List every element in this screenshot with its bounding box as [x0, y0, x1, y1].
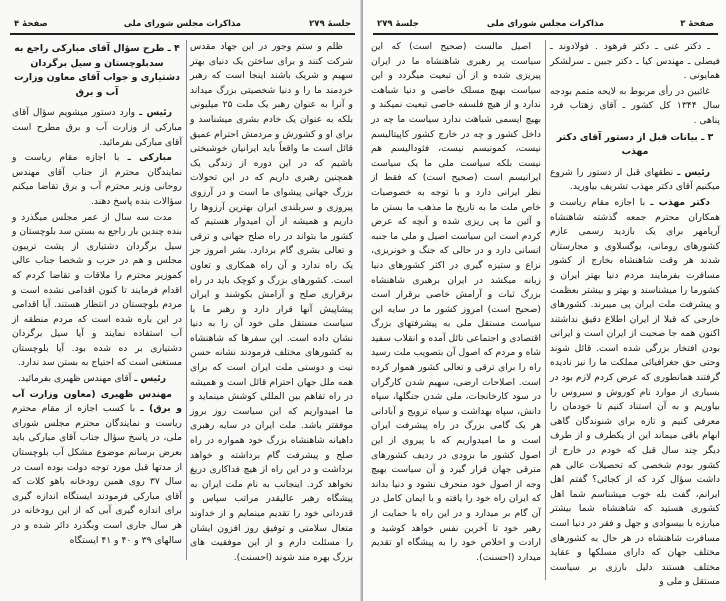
paragraph-text: آقای مهندس ظهیری بفرمائید. — [17, 373, 132, 385]
paragraph — [12, 372, 182, 387]
speaker: رئیس ـ — [139, 107, 173, 119]
running-title: مذاکرات مجلس شورای ملی — [486, 19, 605, 29]
paragraph — [12, 106, 182, 150]
column-left — [371, 40, 541, 592]
speaker: رئیس ـ — [677, 166, 710, 178]
running-title: مذاکرات مجلس شورای ملی — [123, 19, 242, 29]
page-number: صفحهٔ ۳ — [680, 19, 714, 29]
page-header — [373, 17, 718, 35]
paragraph-text: وارد دستور میشویم سؤال آقای مبارکی از وزارت آب و برق مطرح است آقای مبارکی بفرمائید. — [12, 107, 182, 148]
paragraph — [12, 151, 182, 209]
paragraph — [550, 166, 720, 195]
paragraph-text: با کسب اجازه از مقام محترم ریاست و نمایندگان محترم مجلس شورای ملی، در پاسخ سؤال جناب آقای مبارکی باید بعرض برسانم موضوع مشکل آب بلوچستان از مدتها قبل مورد توجه دولت بوده است در سال ۳۷ روی همین رودخانه باهو کلات که آقای مبارکی فرمودند ایستگاه اندازه گیری برای اندازه گیری آبی که از این رودخانه در هر سال جاری است وبگذرد دائر شده و در سالهای ۳۹ و ۴۰ و ۴۱ ایستگاه — [12, 403, 182, 546]
absentees-note: غائبین در رأی مربوط به لایحه متمم بودجه سال ۱۳۴۴ کل کشور ـ آقای زهتاب فرد پناهی . — [550, 85, 720, 126]
speaker: رئیس ـ — [134, 373, 167, 385]
paragraph-text: با اجازه مقام ریاست و همکاران محترم جمعه گذشته شاهنشاه آریامهر برای یک بازدید رسمی عازم کشورهای رومانی، یوگسلاوی و مجارستان شدند هر وقت شاهنشاه بخارج از کشور مسافرت بفرمایند مردم دنیا بهتر ایران و کشورما را میشناسند و بهتر و بیشتر بعظمت و پیشرفت ملت ایران پی میبرند. کشورهای خارجی که قبلا از ایران اطلاع دقیق نداشتند اکنون همه جا صحبت از ایران است و ایرانی بودن افتخار بزرگی شده است. قائل شوند وحتی حق جغرافیائی مملکت ما را نیز نادیده گرفتند همانطوری که عرض کردم لازم بود در بسیاری از موارد نام کوروش و سیروس را بیاوریم و به آن استناد کنیم تا خودمان را معرفی کنیم و تازه برای شنوندگان گاهی ابهام باقی میماند این از یکطرف و از طرف دیگر چند سال قبل که خودم در خارج از کشور بودم شخصی که تحصیلات عالی هم داشت سؤال کرد که از کجائی؟ گفتم اهل ایرانم، گفت بله خوب میشناسم شما اهل کشوری هستید که شاهنشاه شما بیشتر مبارزه با بیسوادی و جهل و فقر در دنیا است مسافرت شاهنشاه در هر حال به کشورهای مختلف جهان که دارای مسلکها و عقاید مختلف هستند دلیل بارزی بر سیاست مستقل و ملی و — [550, 196, 720, 588]
speaker: دکتر مهذب ـ — [650, 196, 711, 208]
speaker: مهندس ظهیری (معاون وزارت آب و برق) ـ — [12, 388, 182, 415]
paragraph — [12, 211, 182, 372]
session-number: جلسهٔ ۲۷۹ — [309, 19, 351, 29]
speaker: مبارکی ـ — [127, 152, 172, 164]
page-header — [10, 17, 355, 35]
paragraph-text: نطقهای قبل از دستور را شروع میکنیم آقای دکتر مهذب تشریف بیاورید. — [550, 166, 720, 193]
paragraph-text: مدت سه سال از عمر مجلس میگذرد و بنده چندین بار راجع به بستن سد بلوچستان و سیل برگردان دشتیاری از پشت تریبون مجلس و هم در حزب و شخصا جناب عالی کموزیر محترم را ملاقات و تقاضا کردم که اقدام فرمایند تا کنون اقدامی نشده است و مردم بلوچستان در انتظار هستند. آیا اقدامی در این باره شده است که مردم منطقه از آب استفاده نمایند و آیا سیل برگردان دشتیاری بر ده شده بود. آیا بلوچستان مستغنی است که احتیاج به بستن سد ندارد. — [11, 211, 182, 369]
page-number: صفحهٔ ۴ — [14, 19, 48, 29]
paragraph — [550, 196, 720, 590]
column-divider — [545, 40, 546, 580]
column-right — [550, 40, 720, 588]
paragraph — [190, 40, 353, 565]
right-page — [363, 0, 726, 601]
paragraph-text: با اجازه مقام ریاست و نمایندگان محترم از جناب آقای مهندس روحانی وزیر محترم آب و برق تقاضا میکنم سؤالات بنده پاسخ دهند. — [12, 152, 182, 207]
column-right — [12, 40, 182, 560]
section-heading: ۴ ـ طرح سؤال آقای مبارکی راجع به سدبلوچستان و سیل برگردان دشتیاری و جواب آقای معاون وزارت آب و برق — [14, 43, 180, 98]
section-heading: ۳ ـ بیانات قبل از دستور آقای دکتر مهذب — [556, 131, 714, 158]
attendance-list: ـ دکتر غنی ـ دکتر فرهود . فولادوند ـ فیصلی ـ مهندس کیا ـ دکتر جبین ـ سرلشکر همایونی . — [550, 41, 720, 82]
column-divider — [186, 40, 187, 560]
paragraph-text: ظلم و ستم وجور در این جهاد مقدس شرکت کنند و برای ساختن یک دنیای بهتر سهیم و شریک باشند اینجا است که رهبر خردمند ما را و دنیا شخصیتی بزرگ میداند و آنرا به عنوان رهبر یک ملت ۲۵ میلیونی بلکه به عنوان یک خادم بشری میشناسد و برای او و کشورش و مردمش احترام عمیق قائل است ما واقعاً باید ایرانیان خوشبختی باشیم که در این دوره از زندگی یک همچنین رهبری داریم که در این تحولات بزرگ جهانی پیشوای ما است و در آرزوی پیروزی و سربلندی ایران بهترین آرزوها را داریم و همیشه از آن امیدوار هستیم که کشور ما بتواند در راه صلح جهانی و ترقی و تعالی بشری گام بردارد. بشر امروز جز یک راه ندارد و آن راه همکاری و تعاون است. کشورهای بزرگ و کوچک باید در راه برقراری صلح و آرامش بکوشند و ایران پیشاپیش آنها قرار دارد و رهبر ما با سیاست مستقل ملی خود آن را به دنیا نشان داده است. این سفرها که شاهنشاه به کشورهای مختلف فرمودند نشانه حسن نیت و دوستی ملت ایران است که برای همه ملل جهان احترام قائل است و همیشه در راه تفاهم بین المللی کوشش مینماید و ما امیدواریم که این سیاست روز بروز موفقتر باشد. ملت ایران در سایه رهبری داهیانه شاهنشاه بزرگ خود همواره در راه صلح و پیشرفت گام برداشته و خواهد برداشت و در این راه از هیچ فداکاری دریغ نخواهد کرد. اینجانب به نام ملت ایران به پیشگاه رهبر عالیقدر مراتب سپاس و قدردانی خود را تقدیم مینمایم و از خداوند متعال سلامتی و توفیق روز افزون ایشان را مسئلت دارم و از این موفقیت های بزرگ بهره مند شوند (احسنت). — [190, 41, 353, 563]
column-left — [190, 40, 353, 592]
session-number: جلسهٔ ۲۷۹ — [377, 19, 419, 29]
paragraph — [12, 388, 182, 549]
paragraph — [371, 40, 541, 565]
paragraph-text: اصیل مالست (صحیح است) که این سیاست پر رهبری شاهنشاه ما در ایران پیریزی شده و از آن تبعیت میگردد و این سیاست بهیچ مسلک خاصی و دنیا شباهت ندارد و از هیچ فلسفه خاصی تبعیت نمیکند و بهیچ ایسمی شباهت ندارد سیاست ما چه در داخل کشور و چه در خارج کشور کاپیتالیسم نیست، کمونیسم نیست، فئودالیسم هم نیست بلکه سیاست ملی ما یک سیاست ایرانیسم است (صحیح است) که فقط از نظر ایرانی دارد و با توجه به خصوصیات خاص ملت ما به تاریخ ما مذهب ما بستن ما و آئین ما پی ریزی شده و آنچه که عرض کردم است این سیاست اصیل و ملی ما جنبه انسانی دارد و در حالی که جنگ و خونریزی، نزاع و ستیزه گیری در اکثر کشورهای دنیا زبانه میکشد در ایران برهبری شاهنشاه بزرگ ثبات و آرامش خاصی برقرار است (صحیح است) امروز کشور ما در سایه این سیاست مستقل ملی به پیشرفتهای بزرگ اقتصادی و اجتماعی نائل آمده و انقلاب سفید شاه و مردم که اصول آن بتصویب ملت رسید راه را برای ترقی و تعالی کشور هموار کرده است. اصلاحات ارضی، سهیم شدن کارگران در سود کارخانجات، ملی شدن جنگلها، سپاه دانش، سپاه بهداشت و سپاه ترویج و آبادانی هر یک گامی بزرگ در راه پیشرفت ایران است و ما امیدواریم که با پیروی از این اصول کشور ما بزودی در ردیف کشورهای مترقی جهان قرار گیرد و آن سیاست بهیچ وجه از اصول خود منحرف نشود و دنیا بداند که ایران راه خود را یافته و با ایمان کامل در آن گام بر میدارد و در این راه با حمایت از رهبر خود تا آخرین نفس خواهد کوشید و ارادت و اخلاص خود را به پیشگاه او تقدیم میدارد (احسنت). — [371, 41, 541, 563]
